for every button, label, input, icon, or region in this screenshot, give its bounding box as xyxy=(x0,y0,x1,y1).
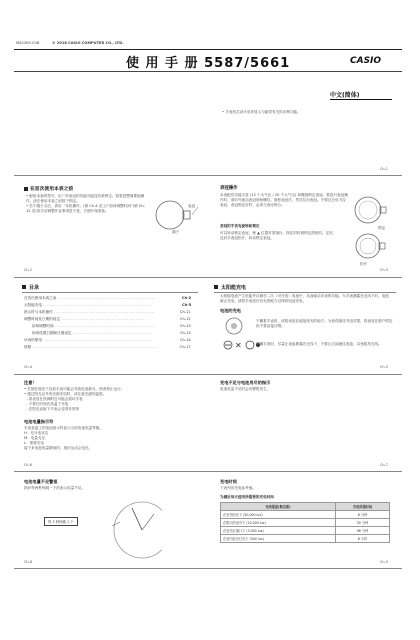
toc-item[interactable]: 如何调整时间 .......................................................... xyxy=(32,324,156,328)
charge-time-table xyxy=(220,502,390,543)
basic-op-note-body: 可以转动锁定表冠，使 ▲ 位置对准指针。按住时转到锁定按钮时，定好，连后手表冠松开，转动锁定表冠。 xyxy=(220,231,337,240)
toc-bar xyxy=(22,285,26,289)
watch-hand-illustration xyxy=(92,490,162,560)
page-number: Ch-4 xyxy=(24,365,32,369)
label-locked: 锁定 xyxy=(378,226,386,230)
table-cell: 96 分钟 xyxy=(336,527,390,535)
solar-tip-a: 不戴着手表时，请将表放在能接受光的地方。为获得最佳充电效果，将表放在窗户附近但不要直接日晒。 xyxy=(256,319,393,328)
table-row xyxy=(221,527,390,535)
divider xyxy=(14,374,402,375)
watch-illustration-bottom xyxy=(348,228,392,268)
toc-item[interactable]: 如何设置日期和日期设定 .............................................. xyxy=(32,331,153,335)
toc-item-page: Ch-13 xyxy=(180,324,191,328)
title-divider xyxy=(14,71,402,72)
brand-logo: CASIO xyxy=(350,56,382,66)
page-number: Ch-6 xyxy=(24,463,32,467)
crown-illustration xyxy=(150,193,200,233)
section-first-use-title: 在首次使用本表之前 xyxy=(24,185,73,192)
svg-text:✕: ✕ xyxy=(235,341,242,350)
page-number: Ch-7 xyxy=(380,463,388,467)
copyright: © 2016 CASIO COMPUTER CO., LTD. xyxy=(52,41,124,45)
toc-item[interactable]: 指示符与本机操作 .......................................................... xyxy=(24,310,155,314)
toc-item[interactable]: 在首次使用本表之前 ........................................................ xyxy=(24,296,156,300)
table-row xyxy=(221,519,390,527)
table-cell: 8 小时 xyxy=(336,535,390,543)
table-cell: 8 分钟 xyxy=(336,511,390,519)
table-header-row xyxy=(221,503,390,511)
page-number: Ch-3 xyxy=(380,268,388,272)
section-basic-op-title: 表冠操作 xyxy=(220,186,238,191)
battery-indicator-title: 电池电量指示符 xyxy=(24,419,54,424)
toc-item[interactable]: 调整时间及日期的设定 ................................................. xyxy=(24,317,147,321)
label-unlocked: 松开 xyxy=(360,262,368,266)
table-cell: 在阴天的室外下 (10,000 lux) xyxy=(221,519,336,527)
toc-item-page: Ch-5 xyxy=(182,303,192,307)
page-number: Ch-8 xyxy=(24,560,32,564)
low-warning-callout: 每 2 秒钟跳 1 下 xyxy=(44,517,78,526)
section-solar-body: 太阳能电池产生电能并存储在二次（可充电）电池中，从而驱动手表的功能。当手表暴露在光线下时，电池就会充电。请将手表放在有光的地方以保持电池充电。 xyxy=(220,294,389,303)
solar-tip-b: 佩戴手表时，尽量让表盘暴露在光线下，不要让衣袖遮住表盘，以免阻挡光线。 xyxy=(256,342,382,346)
toc-item[interactable]: 补表的使用 ............................................................... xyxy=(24,338,153,342)
solar-underline xyxy=(214,292,396,293)
divider xyxy=(14,471,402,472)
divider xyxy=(14,277,402,278)
page-number: Ch-9 xyxy=(380,560,388,564)
table-cell: 在室外阳光下 (50,000 lux) xyxy=(221,511,336,519)
crown-label-2: 端子 xyxy=(172,230,180,234)
table-header-cell: 光线强度(勒克斯) xyxy=(221,503,336,511)
page-number: Ch-2 xyxy=(24,268,32,272)
charge-table-title: 为满足每天使用所需要的充电时间 xyxy=(220,495,274,499)
intro-note: • 手表机芯设计用来显示与磁带有关的各种功能。 xyxy=(222,110,301,114)
toc-item-page: Ch-12 xyxy=(180,317,191,321)
doc-code: MA2309-ChB xyxy=(16,41,40,45)
toc-item-page: Ch-17 xyxy=(180,345,191,349)
table-cell: 在荧光灯窗口下 (3,000 lux) xyxy=(221,527,336,535)
divider xyxy=(14,175,402,176)
section-solar-title: 太阳能充电 xyxy=(221,285,247,291)
divider xyxy=(14,568,402,569)
toc-item-page: Ch-14 xyxy=(180,338,191,342)
toc-item-page: Ch-13 xyxy=(180,331,191,335)
table-row xyxy=(221,511,390,519)
toc-item[interactable]: 规格 ........................................................................ xyxy=(24,345,158,349)
toc-item-page: Ch-11 xyxy=(180,310,191,314)
table-cell: 在室内荧光灯光下 (500 lux) xyxy=(221,535,336,543)
battery-indicator-body: 手表表盘上的电池指示符显示当前电池电量等级。 H：充分电状态 M：电量充足 L：需要充电 接下来电池电量降低时，指针运动会变化。 xyxy=(24,426,104,450)
page-number: Ch-5 xyxy=(380,365,388,369)
toc-title: 目录 xyxy=(29,285,40,291)
charge-time-body: 下表列出充电参考值。 xyxy=(220,486,256,490)
section-first-use-body: • 配给本表的型号，出厂时表冠的功能可能没有被锁定。如果您想简要地操作，请在使用本表之前按下锁定。 • 若干端子点后，请用「本机操作」(第 Ch-4 页上)“如何调整时间”(第 Ch-12 页)来手动调整作业事项是不是，方便开始准备。 xyxy=(26,194,145,213)
toc-underline xyxy=(22,292,198,293)
table-cell: 30 分钟 xyxy=(336,519,390,527)
page-number: Ch-1 xyxy=(380,167,388,171)
charge-time-title: 充电时间 xyxy=(220,479,237,484)
caution-title: 注意！ xyxy=(24,380,37,385)
crown-label: 表冠 xyxy=(188,204,196,208)
language-label: 中文(简体) xyxy=(330,90,392,100)
solar-bar xyxy=(214,285,218,289)
toc-item[interactable]: 太阳能充电 .............................................................. xyxy=(24,303,152,307)
power-display-title: 充电不足与电池用尽的指示 xyxy=(220,380,271,385)
power-display-body: 电池电量不足时会有警报发生。 xyxy=(220,387,271,391)
page-title: 使 用 手 册 5587/5661 xyxy=(126,56,291,71)
low-warning-title: 电池电量不足警报 xyxy=(24,479,58,484)
toc-item-page: Ch-2 xyxy=(182,296,192,300)
low-warning-body: 指针每两秒钟跳一下的表示电量不足。 xyxy=(24,486,86,490)
caution-body: • 长期在弱光下存放手表可能会导致电池耗尽，使表停止运行。 • 通过阳光以外的光源充电时，请注意光源的温度。 - 将表放在热源附近可能会损坏手表 - 不要长时间在高温下充电 - 在阳光直射下手表会变得非常热 xyxy=(24,387,125,411)
table-row xyxy=(221,535,390,543)
basic-op-note-title: 表冠的手表有旋转和锁定 xyxy=(220,224,260,228)
section-basic-op-body: 本表配有功能丰富 (12 个大气压 / 20 个大气压) 和螺旋锁定表冠。要进行表冠操作时，请向外旋动表冠到何螺纹。旋松表冠后，然后拉出表冠。不要过分用力拉表冠。表冠锁定好时，必须与表壳吻合。 xyxy=(220,193,348,207)
sun-watch-icon xyxy=(220,314,248,338)
watch-illustration-top xyxy=(348,190,392,230)
solar-subtitle: 电池的充电 xyxy=(220,308,241,313)
header-divider xyxy=(14,49,402,50)
table-header-cell: 充电所需时间 xyxy=(336,503,390,511)
